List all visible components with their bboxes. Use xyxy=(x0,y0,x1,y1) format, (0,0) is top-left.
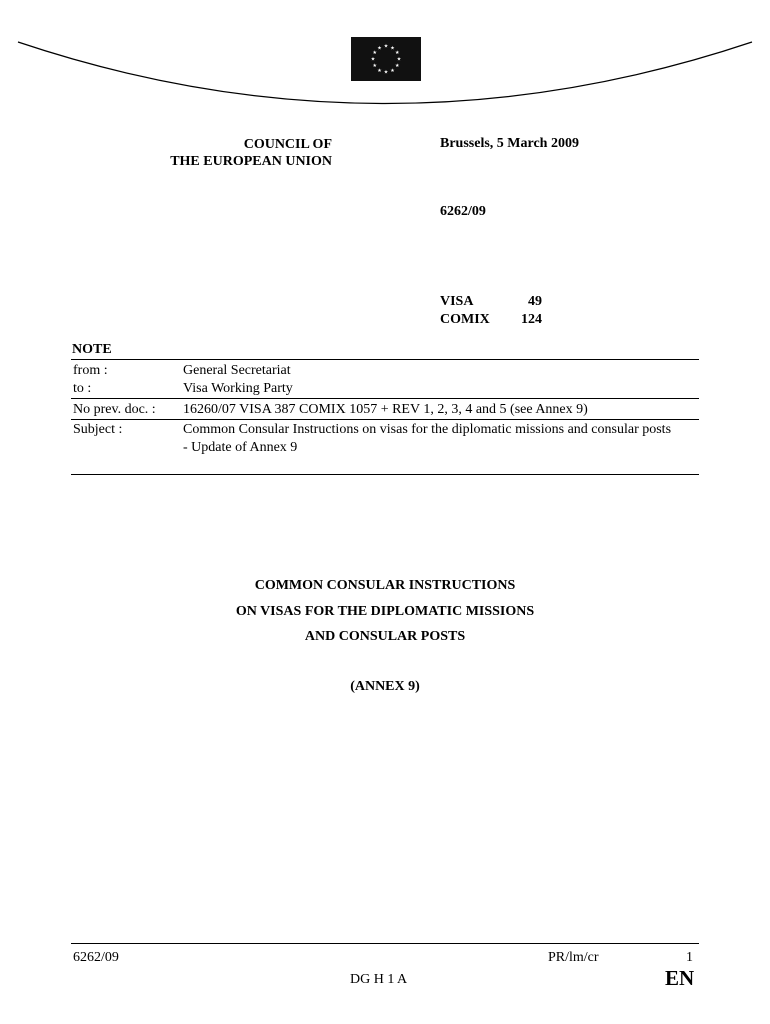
title-line-3: AND CONSULAR POSTS xyxy=(304,629,466,644)
flag-star-icon: ★ xyxy=(383,44,389,50)
flag-star-icon: ★ xyxy=(372,51,377,57)
meta-from-to xyxy=(73,362,698,398)
subject-line-2: - Update of Annex 9 xyxy=(183,440,298,455)
footer-divider xyxy=(71,943,699,944)
council-name xyxy=(140,136,332,170)
eu-flag-icon xyxy=(351,37,421,81)
prev-doc-label: No prev. doc. : xyxy=(73,402,156,417)
document-number: 6262/09 xyxy=(440,204,486,219)
flag-star-icon: ★ xyxy=(390,68,395,74)
meta-row-subject xyxy=(73,421,698,457)
note-label: NOTE xyxy=(72,342,112,357)
divider xyxy=(71,474,699,475)
subject-label: Subject : xyxy=(73,422,123,437)
document-title xyxy=(0,577,770,654)
flag-star-icon: ★ xyxy=(370,57,376,63)
meta-subject xyxy=(73,421,698,457)
annex-label: (ANNEX 9) xyxy=(350,679,420,694)
divider xyxy=(71,359,699,360)
flag-star-icon: ★ xyxy=(395,64,400,70)
subject-line-1: Common Consular Instructions on visas for the diplomatic missions and consular posts xyxy=(183,422,672,437)
flag-star-icon: ★ xyxy=(383,70,389,76)
code-label: VISA xyxy=(440,294,474,309)
flag-star-icon: ★ xyxy=(377,68,382,74)
from-value: General Secretariat xyxy=(183,363,291,378)
flag-star-icon: ★ xyxy=(377,46,382,52)
code-label: COMIX xyxy=(440,312,490,327)
subject-value xyxy=(183,421,698,457)
flag-star-icon: ★ xyxy=(372,64,377,70)
divider xyxy=(71,398,699,399)
council-line-2: THE EUROPEAN UNION xyxy=(170,154,332,169)
meta-row-prev xyxy=(73,401,698,419)
flag-star-icon: ★ xyxy=(390,46,395,52)
meta-prev-doc xyxy=(73,401,698,419)
meta-row-to xyxy=(73,380,698,398)
code-value: 49 xyxy=(528,294,542,309)
code-row-comix xyxy=(440,311,542,329)
code-value: 124 xyxy=(521,312,542,327)
to-value: Visa Working Party xyxy=(183,381,293,396)
language-code: EN xyxy=(665,966,695,990)
title-line-1: COMMON CONSULAR INSTRUCTIONS xyxy=(254,578,516,593)
footer-initials: PR/lm/cr xyxy=(548,950,599,965)
flag-star-icon: ★ xyxy=(396,57,402,63)
footer-doc-number: 6262/09 xyxy=(73,950,119,965)
council-line-1: COUNCIL OF xyxy=(243,137,332,152)
footer-dg: DG H 1 A xyxy=(350,972,408,987)
prev-doc-value: 16260/07 VISA 387 COMIX 1057 + REV 1, 2, 3, 4 and 5 (see Annex 9) xyxy=(183,402,588,417)
code-row-visa xyxy=(440,293,542,311)
page-number: 1 xyxy=(686,950,693,965)
meta-row-from xyxy=(73,362,698,380)
from-label: from : xyxy=(73,363,108,378)
to-label: to : xyxy=(73,381,92,396)
title-line-2: ON VISAS FOR THE DIPLOMATIC MISSIONS xyxy=(235,603,535,619)
classification-codes xyxy=(440,293,542,329)
document-date: Brussels, 5 March 2009 xyxy=(440,136,579,151)
flag-star-icon: ★ xyxy=(395,51,400,57)
divider xyxy=(71,419,699,420)
